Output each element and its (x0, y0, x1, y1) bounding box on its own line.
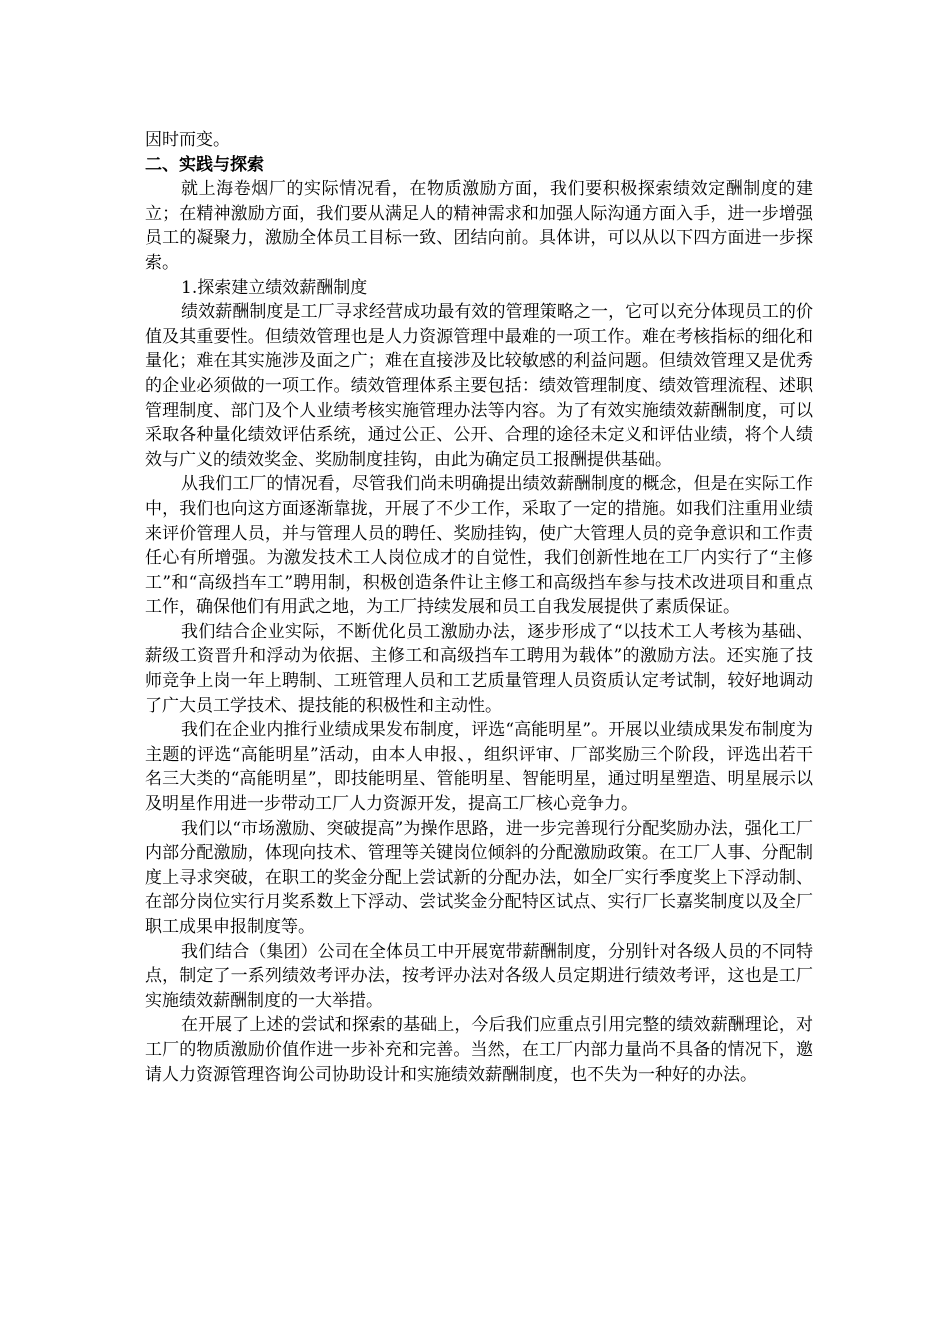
paragraph: 从我们工厂的情况看，尽管我们尚未明确提出绩效薪酬制度的概念，但是在实际工作中，我们也向这方面逐渐靠拢，开展了不少工作，采取了一定的措施。如我们注重用业绩来评价管理人员，并与管理人员的聘任、奖励挂钩，使广大管理人员的竞争意识和工作责任心有所增强。为激发技术工人岗位成才的自觉性，我们创新性地在工厂内实行了“主修工”和“高级挡车工”聘用制，积极创造条件让主修工和高级挡车参与技术改进项目和重点工作，确保他们有用武之地，为工厂持续发展和员工自我发展提供了素质保证。 (145, 474, 813, 618)
paragraph: 绩效薪酬制度是工厂寻求经营成功最有效的管理策略之一，它可以充分体现员工的价值及其重要性。但绩效管理也是人力资源管理中最难的一项工作。难在考核指标的细化和量化；难在其实施涉及面之广；难在直接涉及比较敏感的利益问题。但绩效管理又是优秀的企业必须做的一项工作。绩效管理体系主要包括：绩效管理制度、绩效管理流程、述职管理制度、部门及个人业绩考核实施管理办法等内容。为了有效实施绩效薪酬制度，可以采取各种量化绩效评估系统，通过公正、公开、合理的途径未定义和评估业绩，将个人绩效与广义的绩效奖金、奖励制度挂钩，由此为确定员工报酬提供基础。 (145, 302, 813, 470)
document-body (145, 128, 813, 1087)
intro-line: 因时而变。 (145, 130, 230, 150)
paragraph: 我们结合（集团）公司在全体员工中开展宽带薪酬制度，分别针对各级人员的不同特点，制定了一系列绩效考评办法，按考评办法对各级人员定期进行绩效考评，这也是工厂实施绩效薪酬制度的一大举措。 (145, 941, 813, 1011)
paragraph: 我们在企业内推行业绩成果发布制度，评选“高能明星”。开展以业绩成果发布制度为主题的评选“高能明星”活动，由本人申报、，组织评审、厂部奖励三个阶段，评选出若干名三大类的“高能明星”，即技能明星、管能明星、智能明星，通过明星塑造、明星展示以及明星作用进一步带动工厂人力资源开发，提高工厂核心竞争力。 (145, 720, 813, 815)
paragraph: 我们以“市场激励、突破提高”为操作思路，进一步完善现行分配奖励办法，强化工厂内部分配激励，体现向技术、管理等关键岗位倾斜的分配激励政策。在工厂人事、分配制度上寻求突破，在职工的奖金分配上尝试新的分配办法，如全厂实行季度奖上下浮动制、在部分岗位实行月奖系数上下浮动、尝试奖金分配特区试点、实行厂长嘉奖制度以及全厂职工成果申报制度等。 (145, 818, 813, 937)
subheading: 1.探索建立绩效薪酬制度 (181, 277, 368, 298)
paragraph: 在开展了上述的尝试和探索的基础上，今后我们应重点引用完整的绩效薪酬理论，对工厂的物质激励价值作进一步补充和完善。当然，在工厂内部力量尚不具备的情况下，邀请人力资源管理咨询公司协助设计和实施绩效薪酬制度，也不失为一种好的办法。 (145, 1015, 813, 1085)
section-heading: 二、实践与探索 (145, 154, 264, 175)
paragraph: 就上海卷烟厂的实际情况看，在物质激励方面，我们要积极探索绩效定酬制度的建立；在精神激励方面，我们要从满足人的精神需求和加强人际沟通方面入手，进一步增强员工的凝聚力，激励全体员工目标一致、团结向前。具体讲，可以从以下四方面进一步探索。 (145, 179, 813, 273)
paragraph: 我们结合企业实际，不断优化员工激励办法，逐步形成了“以技术工人考核为基础、薪级工资晋升和浮动为依据、主修工和高级挡车工聘用为载体”的激励方法。还实施了技师竞争上岗一年上聘制、工班管理人员和工艺质量管理人员资质认定考试制，较好地调动了广大员工学技术、提技能的积极性和主动性。 (145, 621, 813, 716)
